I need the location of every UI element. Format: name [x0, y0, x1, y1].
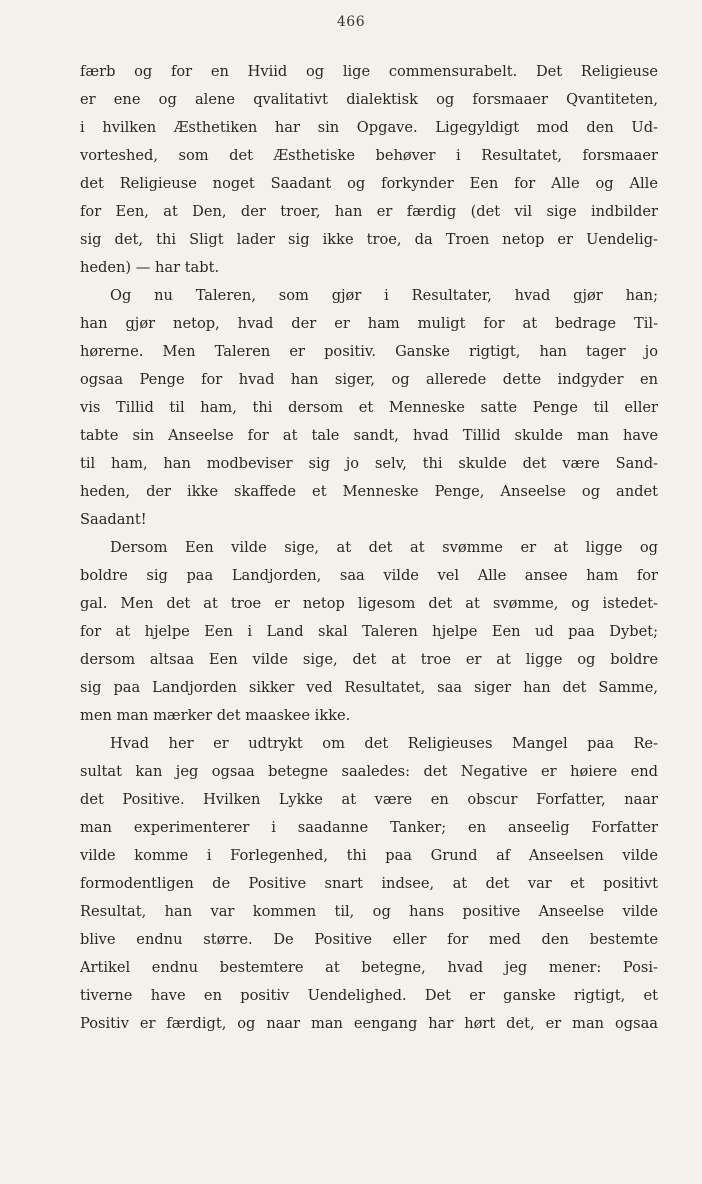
text-line: tiverne have en positiv Uendelighed. Det er ganske rigtigt, et — [80, 987, 658, 1004]
text-line: dersom altsaa Een vilde sige, det at troe er at ligge og boldre — [80, 651, 658, 668]
body-text — [80, 58, 658, 1038]
text-line: formodentligen de Positive snart indsee, at det var et positivt — [80, 875, 658, 892]
text-line: gal. Men det at troe er netop ligesom det at svømme, og istedet- — [80, 595, 658, 612]
text-line: sultat kan jeg ogsaa betegne saaledes: det Negative er høiere end — [80, 763, 658, 780]
text-line: det Positive. Hvilken Lykke at være en obscur Forfatter, naar — [80, 791, 658, 808]
text-line: heden) — har tabt. — [80, 259, 220, 276]
text-line: men man mærker det maaskee ikke. — [80, 707, 351, 724]
text-line: Hvad her er udtrykt om det Religieuses Mangel paa Re- — [110, 735, 658, 752]
text-line: vilde komme i Forlegenhed, thi paa Grund af Anseelsen vilde — [80, 847, 658, 864]
text-line: vorteshed, som det Æsthetiske behøver i Resultatet, forsmaaer — [80, 147, 658, 164]
text-line: ogsaa Penge for hvad han siger, og allerede dette indgyder en — [80, 371, 658, 388]
text-line: Og nu Taleren, som gjør i Resultater, hvad gjør han; — [110, 287, 658, 304]
text-line: Positiv er færdigt, og naar man eengang har hørt det, er man ogsaa — [80, 1015, 658, 1032]
text-line: vis Tillid til ham, thi dersom et Menneske satte Penge til eller — [80, 399, 658, 416]
text-line: til ham, han modbeviser sig jo selv, thi skulde det være Sand- — [80, 455, 658, 472]
text-line: hørerne. Men Taleren er positiv. Ganske rigtigt, han tager jo — [80, 343, 658, 360]
text-line: blive endnu større. De Positive eller for med den bestemte — [80, 931, 658, 948]
text-line: han gjør netop, hvad der er ham muligt for at bedrage Til- — [80, 315, 658, 332]
text-line: Dersom Een vilde sige, at det at svømme er at ligge og — [110, 539, 658, 556]
text-line: boldre sig paa Landjorden, saa vilde vel Alle ansee ham for — [80, 567, 658, 584]
text-line: sig det, thi Sligt lader sig ikke troe, da Troen netop er Uendelig- — [80, 231, 658, 248]
text-line: sig paa Landjorden sikker ved Resultatet, saa siger han det Samme, — [80, 679, 658, 696]
text-line: det Religieuse noget Saadant og forkynder Een for Alle og Alle — [80, 175, 658, 192]
page-number: 466 — [336, 14, 366, 30]
text-line: Saadant! — [80, 511, 147, 528]
text-line: færb og for en Hviid og lige commensurabelt. Det Religieuse — [80, 63, 658, 80]
text-line: Artikel endnu bestemtere at betegne, hvad jeg mener: Posi- — [80, 959, 658, 976]
text-line: for Een, at Den, der troer, han er færdig (det vil sige indbilder — [80, 203, 658, 220]
text-line: man experimenterer i saadanne Tanker; en anseelig Forfatter — [80, 819, 658, 836]
text-line: Resultat, han var kommen til, og hans positive Anseelse vilde — [80, 903, 658, 920]
text-line: er ene og alene qvalitativt dialektisk og forsmaaer Qvantiteten, — [80, 91, 658, 108]
text-line: heden, der ikke skaffede et Menneske Penge, Anseelse og andet — [80, 483, 658, 500]
text-line: for at hjelpe Een i Land skal Taleren hjelpe Een ud paa Dybet; — [80, 623, 658, 640]
text-line: i hvilken Æsthetiken har sin Opgave. Ligegyldigt mod den Ud- — [80, 119, 658, 136]
text-line: tabte sin Anseelse for at tale sandt, hvad Tillid skulde man have — [80, 427, 658, 444]
